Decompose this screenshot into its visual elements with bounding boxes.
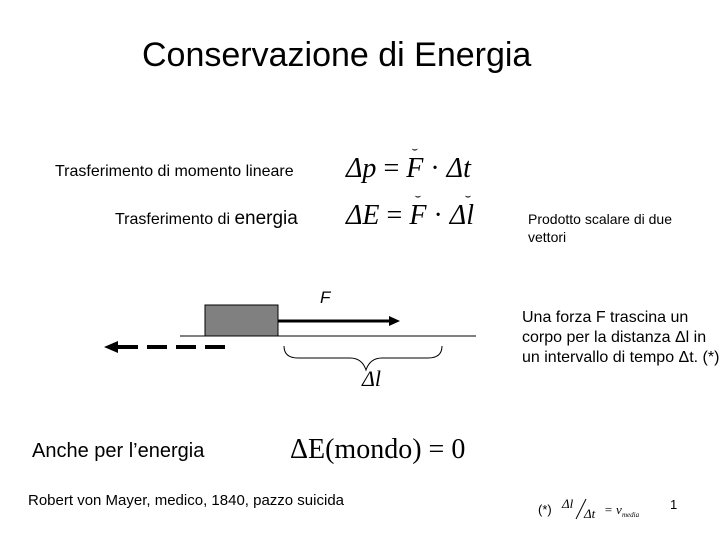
eq-equals: = xyxy=(383,153,400,184)
vector-arrow-icon: ⌣ xyxy=(411,144,419,155)
energy-label-word: energia xyxy=(234,208,298,229)
block xyxy=(205,305,278,336)
vector-f: ⌣ F xyxy=(406,144,424,184)
eq-dot: · xyxy=(433,200,443,231)
energy-label-prefix: Trasferimento di xyxy=(115,211,235,228)
vector-arrow-icon: ⌣ xyxy=(464,191,472,202)
vector-f: ⌣ F xyxy=(409,191,427,231)
dashed-arrowhead-icon xyxy=(104,341,118,353)
vector-delta-l: ⌣ Δl xyxy=(450,200,474,232)
footnote-numerator: Δl xyxy=(562,496,574,511)
scalar-product-note: Prodotto scalare di due vettori xyxy=(528,211,672,245)
footnote-mark: (*) xyxy=(538,502,552,517)
vector-arrow-icon: ⌣ xyxy=(414,191,422,202)
credit-line: Robert von Mayer, medico, 1840, pazzo suicida xyxy=(28,492,345,509)
force-description: Una forza F trascina un corpo per la distanza Δl in un intervallo di tempo Δt. (*) xyxy=(522,309,720,366)
momentum-transfer-label: Trasferimento di momento lineare xyxy=(55,163,294,180)
anche-label: Anche per l’energia xyxy=(32,440,205,462)
world-energy-equation: ΔE(mondo) = 0 xyxy=(290,434,466,465)
page-number: 1 xyxy=(670,497,678,512)
eq-dot: · xyxy=(430,153,440,184)
eq-delta-t: Δt xyxy=(446,153,471,184)
eq-delta-e: ΔE xyxy=(346,200,380,231)
force-arrowhead-icon xyxy=(389,316,400,326)
footnote-denominator: Δt xyxy=(584,506,596,521)
slide-title: Conservazione di Energia xyxy=(142,36,532,74)
force-label: F xyxy=(320,288,331,307)
footnote-subscript: media xyxy=(622,511,640,519)
eq-delta-p: Δp xyxy=(346,153,377,184)
footnote-rhs: = v xyxy=(604,502,622,517)
delta-l-label: Δl xyxy=(362,366,382,391)
eq-equals: = xyxy=(386,200,403,231)
